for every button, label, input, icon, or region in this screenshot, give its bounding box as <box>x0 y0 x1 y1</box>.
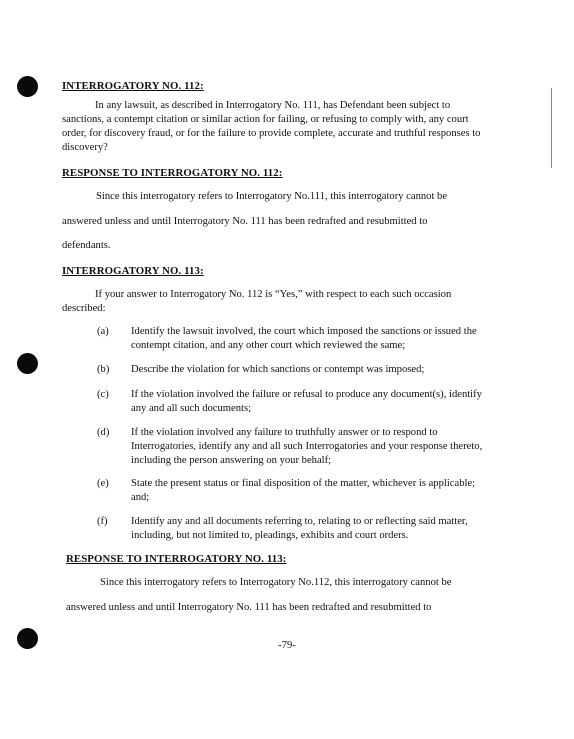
response-113-heading: RESPONSE TO INTERROGATORY NO. 113: <box>66 553 287 565</box>
item-label-d: (d) <box>97 427 110 438</box>
punch-hole-top <box>17 76 38 97</box>
interrogatory-112-heading: INTERROGATORY NO. 112: <box>62 80 204 92</box>
scan-edge-mark <box>551 88 552 168</box>
punch-hole-middle <box>17 353 38 374</box>
item-label-a: (a) <box>97 326 109 337</box>
item-text-f: Identify any and all documents referring to, relating to or reflecting said matter, including, but not limited to, pleadings, exhibits and court orders. <box>131 516 468 541</box>
page-number: -79- <box>278 640 296 651</box>
item-label-c: (c) <box>97 389 109 400</box>
item-label-b: (b) <box>97 364 110 375</box>
interrogatory-113-intro: If your answer to Interrogatory No. 112 is “Yes,” with respect to each such occasion described: <box>62 289 452 314</box>
response-112-line-1: Since this interrogatory refers to Interrogatory No.111, this interrogatory cannot be <box>96 191 448 202</box>
interrogatory-112-body: In any lawsuit, as described in Interrogatory No. 111, has Defendant been subject to sanctions, a contempt citation or similar action for failing, or refusing to comply with, any court order, for discovery fraud, or for the failure to provide complete, accurate and truthful responses to discovery? <box>62 100 481 153</box>
item-label-e: (e) <box>97 478 109 489</box>
item-text-e: State the present status or final disposition of the matter, whichever is applicable; and; <box>131 478 476 503</box>
item-label-f: (f) <box>97 516 108 527</box>
response-113-line-1: Since this interrogatory refers to Interrogatory No.112, this interrogatory cannot be <box>100 577 452 588</box>
item-text-d: If the violation involved any failure to truthfully answer or to respond to Interrogatories, identify any and all such Interrogatories and your response thereto, including the person answering on your behalf; <box>131 427 483 466</box>
response-112-line-3: defendants. <box>62 240 111 251</box>
item-text-a: Identify the lawsuit involved, the court which imposed the sanctions or issued the contempt citation, and any other court which reviewed the same; <box>131 326 477 351</box>
response-112-heading: RESPONSE TO INTERROGATORY NO. 112: <box>62 167 283 179</box>
item-text-c: If the violation involved the failure or refusal to produce any document(s), identify any and all such documents; <box>131 389 482 414</box>
interrogatory-113-heading: INTERROGATORY NO. 113: <box>62 265 204 277</box>
item-text-b: Describe the violation for which sanctions or contempt was imposed; <box>131 364 425 375</box>
response-113-line-2: answered unless and until Interrogatory No. 111 has been redrafted and resubmitted to <box>66 602 432 613</box>
response-112-line-2: answered unless and until Interrogatory No. 111 has been redrafted and resubmitted to <box>62 216 428 227</box>
